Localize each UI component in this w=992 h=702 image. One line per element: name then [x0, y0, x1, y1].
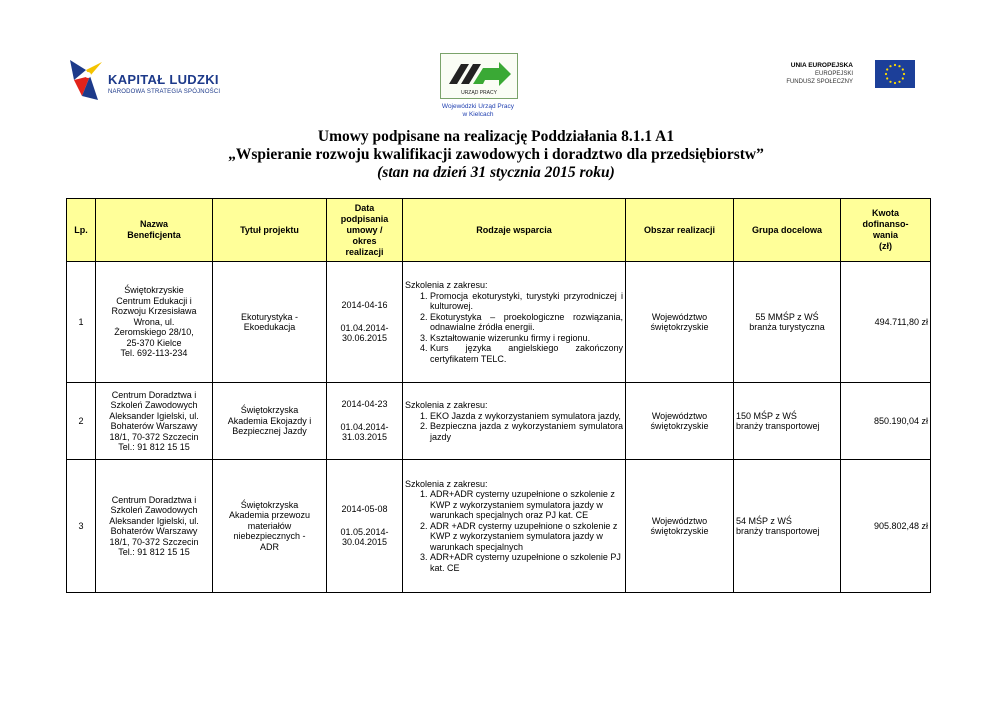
cell-group: 54 MŚP z WŚ branży transportowej	[734, 460, 841, 593]
wup-badge-text: URZĄD PRACY	[461, 90, 497, 96]
support-item: 4. Kurs języka angielskiego zakończony certyfikatem TELC.	[430, 343, 623, 364]
header-beneficiary: Nazwa Beneficjenta	[96, 199, 213, 262]
support-intro: Szkolenia z zakresu:	[405, 478, 488, 489]
eu-logo	[780, 60, 915, 100]
eu-flag-icon	[875, 60, 915, 88]
date-period: 01.05.2014- 30.04.2015	[340, 526, 389, 548]
wup-caption	[437, 103, 519, 119]
table-row	[67, 383, 931, 460]
support-list	[405, 489, 623, 573]
cell-lp: 3	[67, 460, 96, 593]
date-signed: 2014-04-23	[341, 399, 388, 410]
header-date: Data podpisania umowy / okres realizacji	[327, 199, 403, 262]
document-heading	[0, 128, 992, 182]
cell-support	[403, 383, 626, 460]
eu-line2: EUROPEJSKI	[814, 71, 853, 77]
kapital-ludzki-logo	[68, 56, 248, 108]
cell-amount: 905.802,48 zł	[841, 460, 931, 593]
support-intro: Szkolenia z zakresu:	[405, 400, 488, 410]
cell-group: 150 MŚP z WŚ branży transportowej	[734, 383, 841, 460]
header-support: Rodzaje wsparcia	[403, 199, 626, 262]
support-list	[405, 291, 623, 365]
kapital-ludzki-title: KAPITAŁ LUDZKI	[108, 72, 219, 87]
cell-support	[403, 460, 626, 593]
header-group: Grupa docelowa	[734, 199, 841, 262]
cell-area: Województwo świętokrzyskie	[626, 460, 734, 593]
wup-emblem	[440, 53, 518, 99]
table-header-row	[67, 199, 931, 262]
cell-beneficiary: Centrum Doradztwa i Szkoleń Zawodowych Aleksander Igielski, ul. Bohaterów Warszawy 18/1, 70-372 Szczecin Tel.: 91 812 15 15	[96, 460, 213, 593]
cell-support	[403, 262, 626, 383]
cell-project: Ekoturystyka - Ekoedukacja	[213, 262, 327, 383]
heading-line2: „Wspieranie rozwoju kwalifikacji zawodowych i doradztwo dla przedsiębiorstw”	[228, 146, 764, 163]
date-period: 01.04.2014- 31.03.2015	[340, 421, 389, 443]
cell-lp: 2	[67, 383, 96, 460]
support-item: 2. Bezpieczna jazda z wykorzystaniem symulatora jazdy	[430, 421, 623, 442]
cell-beneficiary: Centrum Doradztwa i Szkoleń Zawodowych Aleksander Igielski, ul. Bohaterów Warszawy 18/1, 70-372 Szczecin Tel.: 91 812 15 15	[96, 383, 213, 460]
date-period: 01.04.2014- 30.06.2015	[340, 322, 389, 344]
cell-area: Województwo świętokrzyskie	[626, 262, 734, 383]
support-item: 2. ADR +ADR cysterny uzupełnione o szkolenie z KWP z wykorzystaniem symulatora jazdy w warunkach specjalnych	[430, 521, 623, 553]
support-intro: Szkolenia z zakresu:	[405, 280, 488, 290]
support-item: 2. Ekoturystyka – proekologiczne rozwiązania, odnawialne źródła energii.	[430, 312, 623, 333]
eu-text	[786, 62, 853, 86]
cell-project: Świętokrzyska Akademia Ekojazdy i Bezpiecznej Jazdy	[213, 383, 327, 460]
support-item: 3. ADR+ADR cysterny uzupełnione o szkolenie PJ kat. CE	[430, 552, 623, 573]
table-row	[67, 460, 931, 593]
cell-dates	[327, 383, 403, 460]
support-item: 1. Promocja ekoturystyki, turystyki przyrodniczej i kulturowej.	[430, 291, 623, 312]
header-lp: Lp.	[67, 199, 96, 262]
eu-line1: UNIA EUROPEJSKA	[790, 62, 853, 69]
support-item: 1. ADR+ADR cysterny uzupełnione o szkolenie z KWP z wykorzystaniem symulatora jazdy w warunkach specjalnych oraz PJ kat. CE	[430, 489, 623, 521]
cell-amount: 850.190,04 zł	[841, 383, 931, 460]
cell-amount: 494.711,80 zł	[841, 262, 931, 383]
kapital-ludzki-subtitle: NARODOWA STRATEGIA SPÓJNOŚCI	[108, 89, 221, 95]
support-item: 1. EKO Jazda z wykorzystaniem symulatora jazdy,	[430, 411, 623, 422]
heading-line1: Umowy podpisane na realizację Poddziałania 8.1.1 A1	[317, 128, 675, 145]
date-signed: 2014-04-16	[341, 300, 388, 311]
kapital-ludzki-emblem-icon	[68, 56, 104, 102]
cell-project: Świętokrzyska Akademia przewozu materiałów niebezpiecznych - ADR	[213, 460, 327, 593]
wup-caption-line2: w Kielcach	[462, 111, 494, 118]
cell-area: Województwo świętokrzyskie	[626, 383, 734, 460]
table-row	[67, 262, 931, 383]
cell-dates	[327, 262, 403, 383]
support-list	[405, 411, 623, 443]
heading-line3: (stan na dzień 31 stycznia 2015 roku)	[377, 164, 615, 181]
cell-beneficiary: Świętokrzyskie Centrum Edukacji i Rozwoju Krzesisława Wrona, ul. Żeromskiego 28/10, 25-370 Kielce Tel. 692-113-234	[96, 262, 213, 383]
header-area: Obszar realizacji	[626, 199, 734, 262]
support-item: 3. Kształtowanie wizerunku firmy i regionu.	[430, 333, 623, 344]
wup-logo	[437, 53, 519, 121]
wup-caption-line1: Wojewódzki Urząd Pracy	[441, 103, 515, 110]
cell-dates	[327, 460, 403, 593]
date-signed: 2014-05-08	[341, 504, 388, 515]
wup-arrow-icon	[441, 54, 517, 98]
contracts-table	[66, 198, 931, 593]
cell-lp: 1	[67, 262, 96, 383]
header-project: Tytuł projektu	[213, 199, 327, 262]
header-amount: Kwota dofinanso- wania (zł)	[841, 199, 931, 262]
eu-line3: FUNDUSZ SPOŁECZNY	[786, 79, 853, 85]
cell-group: 55 MMŚP z WŚ branża turystyczna	[734, 262, 841, 383]
